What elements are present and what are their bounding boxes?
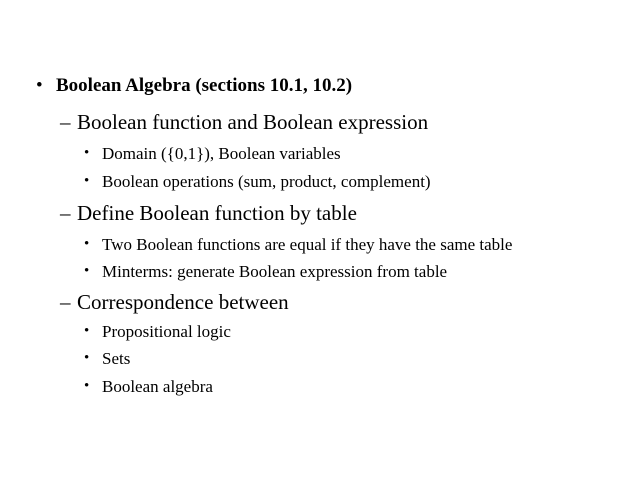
sub-bullet-text: Sets (102, 349, 131, 368)
section-text: Correspondence between (77, 290, 289, 314)
bullet-icon: • (84, 350, 90, 366)
sub-bullet-text: Domain ({0,1}), Boolean variables (102, 144, 341, 163)
heading-text: Boolean Algebra (sections 10.1, 10.2) (56, 75, 353, 96)
bullet-icon: • (84, 236, 90, 252)
sub-bullet-text: Two Boolean functions are equal if they have the same table (102, 235, 513, 254)
bullet-icon: • (84, 145, 90, 161)
bullet-icon: • (36, 75, 43, 96)
bullet-icon: • (84, 173, 90, 189)
sub-bullet-text: Propositional logic (102, 322, 231, 341)
sub-bullet-text: Boolean operations (sum, product, complement) (102, 172, 431, 191)
bullet-icon: • (84, 378, 90, 394)
section-text: Define Boolean function by table (77, 201, 357, 225)
sub-bullet-text: Boolean algebra (102, 377, 213, 396)
bullet-icon: • (84, 263, 90, 279)
dash-icon: – (60, 201, 71, 225)
section-text: Boolean function and Boolean expression (77, 110, 429, 134)
dash-icon: – (60, 290, 71, 314)
bullet-icon: • (84, 323, 90, 339)
dash-icon: – (60, 110, 71, 134)
sub-bullet-text: Minterms: generate Boolean expression from table (102, 262, 448, 281)
